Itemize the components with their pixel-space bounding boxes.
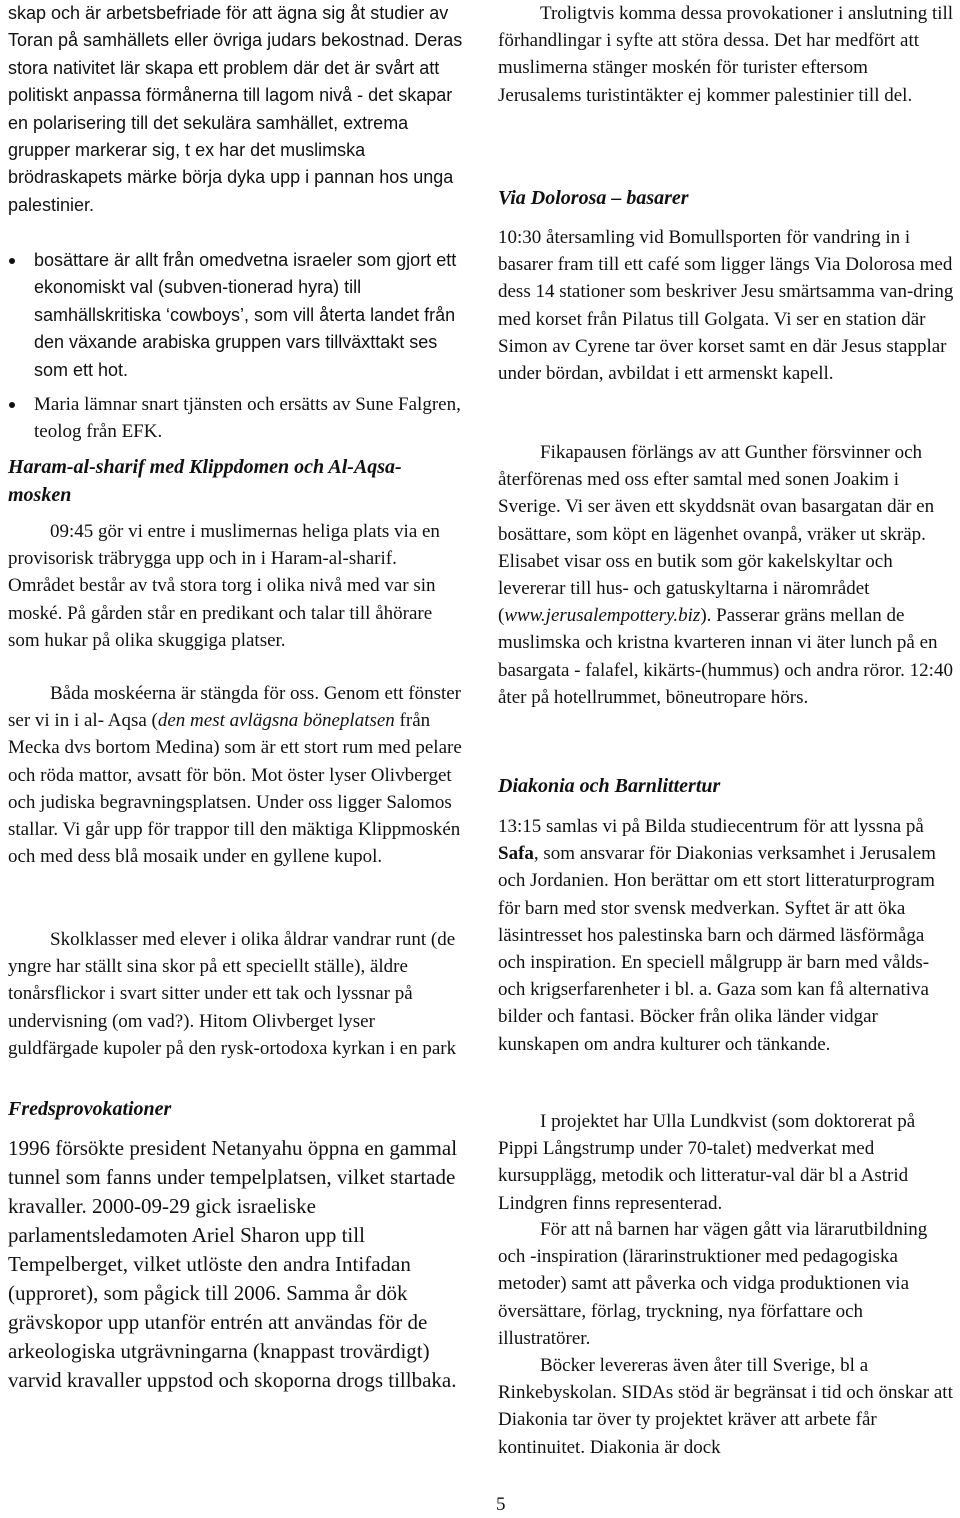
bullet-icon <box>9 258 15 264</box>
paragraph-text: 13:15 samlas vi på Bilda studiecentrum för att lyssna på <box>498 816 924 837</box>
italic-quote: den mest avlägsna böneplatsen <box>157 710 395 732</box>
paragraph <box>498 439 954 711</box>
section-heading: Diakonia och Barnlittertur <box>498 775 721 797</box>
intro-paragraph: skap och är arbetsbefriade för att ägna sig åt studier av Toran på samhällets eller övriga judars bekostnad. Deras stora nativitet lär skapa ett problem där det är svårt att politiskt anpassa förmånerna till lagom nivå - det skapar en polarisering till det sekulära samhället, extrema grupper markerar sig, t ex har det muslimska brödraskapets märke börja dyka upp i pannan hos unga palestinier. <box>8 3 463 215</box>
list-item <box>8 247 463 384</box>
section-heading: Via Dolorosa – basarer <box>498 187 689 209</box>
paragraph: Skolklasser med elever i olika åldrar vandrar runt (de yngre har ställt sina skor på ett speciellt ställe), äldre tonårsflickor i svart sitter under ett tak och lyssnar på undervisning (om vad?). Hitom Olivberget lyser guldfärgade kupoler på den rysk-ortodoxa kyrkan i en park <box>8 929 457 1059</box>
paragraph: 09:45 gör vi entre i muslimernas heliga plats via en provisorisk träbrygga upp och in i Haram-al-sharif. Området består av två stora torg i olika nivå med var sin moské. På gården står en predikant och talar till åhörare som hukar på olika skuggiga platser. <box>8 521 440 651</box>
paragraph: 1996 försökte president Netanyahu öppna en gammal tunnel som fanns under tempelplatsen, vilket startade kravaller. 2000-09-29 gick israeliske parlamentsledamoten Ariel Sharon upp till Tempelberget, vilket utlöste den andra Intifadan (upproret), som pågick till 2006. Samma år dök grävskopor upp utanför entrén att användas för de arkeologiska utgrävningarna (knappast trovärdigt) varvid kravaller uppstod och skoporna drogs tillbaka. <box>8 1136 458 1392</box>
section-heading: Fredsprovokationer <box>8 1098 172 1120</box>
bullet-text: Maria lämnar snart tjänsten och ersätts av Sune Falgren, teolog från EFK. <box>34 394 461 443</box>
page-number: 5 <box>496 1494 506 1515</box>
paragraph-text: Båda moskéerna är stängda för oss. Genom ett fönster ser vi in i al- Aqsa ( <box>8 683 462 732</box>
paragraph: Böcker levereras även åter till Sverige, bl a Rinkebyskolan. SIDAs stöd är begränsat i tid och önskar att Diakonia tar över ty projektet kräver att arbete får kontinuitet. Diakonia är dock <box>498 1355 953 1458</box>
bold-name: Safa <box>498 843 534 865</box>
section-heading: Haram-al-sharif med Klippdomen och Al-Aqsa-mosken <box>8 456 402 506</box>
paragraph: För att nå barnen har vägen gått via lärarutbildning och -inspiration (lärarinstruktioner med pedagogiska metoder) samt att påverka och vidga produktionen via översättare, förlag, tryckning, nya författare och illustratörer. <box>498 1219 928 1349</box>
bullet-text: bosättare är allt från omedvetna israeler som gjort ett ekonomiskt val (subven-tionerad hyra) till samhällskritiska ‘cowboys’, som vill återta landet från den växande arabiska gruppen vars tillväxttakt ses som ett hot. <box>34 250 457 380</box>
paragraph-text: , som ansvarar för Diakonias verksamhet i Jerusalem och Jordanien. Hon berättar om ett stort litteraturprogram för barn med stor svensk medverkan. Syftet är att öka läsintresset hos palestinska barn och därmed läsförmåga och inspiration. En speciell målgrupp är barn med vålds- och krigserfarenheter i bl. a. Gaza som kan få alternativa bilder och fantasi. Böcker från olika länder vidgar kunskapen om andra kulturer och tänkande. <box>498 843 936 1055</box>
paragraph-text: från Mecka dvs bortom Medina) som är ett stort rum med pelare och röda mattor, avsatt för bön. Mot öster lyser Olivberget och judiska begravningsplatsen. Under oss ligger Salomos stallar. Vi går upp för trappor till den mäktiga Klippmoskén och med dess blå mosaik under en gyllene kupol. <box>8 710 462 868</box>
paragraph <box>498 813 954 1058</box>
bullet-icon <box>9 402 15 408</box>
paragraph: 10:30 återsamling vid Bomullsporten för vandring in i basarer fram till ett café som ligger längs Via Dolorosa med dess 14 stationer som beskriver Jesu smärtsamma van-dring med korset från Pilatus till Golgata. Vi ser en station där Simon av Cyrene tar över korset samt en där Jesus stapplar under bördan, avbildat i ett armenskt kapell. <box>498 227 954 385</box>
paragraph: I projektet har Ulla Lundkvist (som doktorerat på Pippi Långstrump under 70-talet) medverkat med kursupplägg, metodik och litteratur-val där bl a Astrid Lindgren finns representerad. <box>498 1111 916 1214</box>
paragraph <box>8 680 463 870</box>
paragraph: Troligtvis komma dessa provokationer i anslutning till förhandlingar i syfte att störa dessa. Det har medfört att muslimerna stänger moskén för turister eftersom Jerusalems turistintäkter ej kommer palestinier till del. <box>498 3 954 106</box>
paragraph-text: Fikapausen förlängs av att Gunther försvinner och återförenas med oss efter samtal med sonen Joakim i Sverige. Vi ser även ett skyddsnät ovan basargatan där en bosättare, som köpt en lägenhet ovanpå, vräker ut skräp. Elisabet visar oss en butik som gör kakelskyltar och levererar till hus- och gatuskyltarna i närområdet ( <box>498 442 935 627</box>
website-link: www.jerusalempottery.biz <box>504 605 701 627</box>
paragraph-text: ). Passerar gräns mellan de muslimska och kristna kvarteren innan vi äter lunch på en basargata - falafel, kikärts-(hummus) och andra röror. 12:40 åter på hotellrummet, böneutropare hörs. <box>498 605 953 708</box>
list-item <box>8 391 463 445</box>
